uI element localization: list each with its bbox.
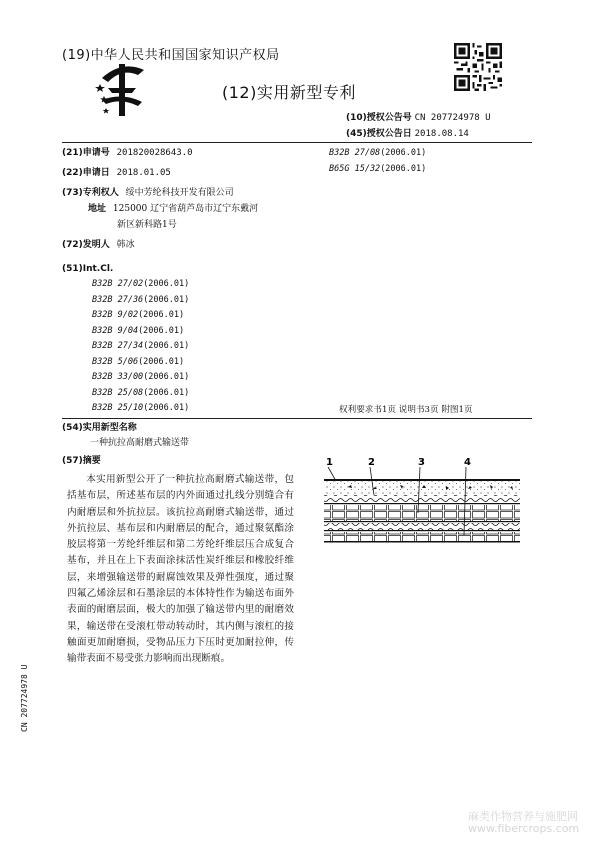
application-number-value: 201820028643.0 bbox=[116, 148, 193, 158]
figure-label-4: 4 bbox=[464, 457, 471, 468]
ipc-version: (2006.01) bbox=[143, 279, 190, 289]
ipc-right-row bbox=[329, 163, 426, 175]
application-date-value: 2018.01.05 bbox=[116, 168, 171, 178]
ipc-code: B32B 27/34 bbox=[92, 341, 144, 351]
ipc-row bbox=[92, 371, 189, 383]
publication-number bbox=[346, 112, 491, 124]
address-line-1: 125000 辽宁省葫芦岛市辽宁东戴河 bbox=[112, 204, 259, 214]
side-publication-code: CN 207724978 U bbox=[20, 664, 29, 732]
publication-date bbox=[346, 128, 469, 140]
figure-label-1: 1 bbox=[326, 457, 333, 468]
watermark-line-2: www.fibercrops.com bbox=[468, 822, 580, 835]
conveyor-belt-figure bbox=[318, 455, 528, 553]
patentee-label: (73)专利权人 bbox=[62, 188, 119, 198]
biblio-divider bbox=[62, 418, 532, 419]
ipc-row bbox=[92, 309, 184, 321]
ipc-version: (2006.01) bbox=[143, 403, 190, 413]
application-date-label: (22)申请日 bbox=[62, 168, 110, 178]
address-line-2: 新区新科路1号 bbox=[117, 220, 177, 230]
application-date bbox=[62, 167, 171, 179]
pages-info: 权利要求书1页 说明书3页 附图1页 bbox=[339, 405, 473, 415]
document-type-title: (12)实用新型专利 bbox=[222, 83, 356, 102]
abstract-text: 本实用新型公开了一种抗拉高耐磨式输送带，包括基布层，所述基布层的内外面通过扎线分别缝合有内耐磨层和外抗拉层。该抗拉高耐磨式输送带，通过外抗拉层、基布层和内耐磨层的配合，通过聚氨酯涂胶层将第一芳纶纤维层和第二芳纶纤维层压合成复合基布，并且在上下表面涂抹活性炭纤维层和橡胶纤维层，来增强输送带的耐腐蚀效果及弹性强度，通过聚四氟乙烯涂层和石墨涂层的本体特性作为输送布面外表面的耐磨层面，极大的加强了输送带内里的耐磨效果，输送带在受滚杠带动转动时，其内侧与滚杠的接触面更加耐磨损，受物品压力下压时更加耐拉伸，传输带表面不易受张力影响而出现断痕。 bbox=[67, 474, 294, 665]
watermark-line-1: 麻类作物营养与施肥网 bbox=[468, 810, 578, 823]
emblem-icon bbox=[92, 58, 152, 120]
ipc-right-version: (2006.01) bbox=[380, 148, 427, 158]
ipc-right-code: B65G 15/32 bbox=[329, 164, 381, 174]
ipc-code: B32B 25/10 bbox=[92, 403, 144, 413]
title-label: (54)实用新型名称 bbox=[62, 423, 137, 433]
ipc-label: (51)Int.Cl. bbox=[62, 264, 114, 274]
ipc-version: (2006.01) bbox=[143, 372, 190, 382]
patentee-value: 绥中芳纶科技开发有限公司 bbox=[125, 188, 234, 198]
ipc-version: (2006.01) bbox=[143, 387, 190, 398]
ipc-code: B32B 27/36 bbox=[92, 294, 144, 305]
ipc-code: B32B 5/06 bbox=[92, 356, 139, 367]
ipc-row bbox=[92, 294, 189, 306]
ipc-version: (2006.01) bbox=[143, 341, 190, 351]
ipc-code: B32B 9/02 bbox=[92, 310, 139, 320]
ipc-code: B32B 9/04 bbox=[92, 325, 139, 336]
ipc-version: (2006.01) bbox=[138, 325, 185, 336]
ipc-row bbox=[92, 278, 189, 290]
ipc-version: (2006.01) bbox=[143, 294, 190, 305]
header-divider bbox=[62, 142, 532, 143]
abstract-label: (57)摘要 bbox=[62, 456, 101, 466]
inventor-value: 韩冰 bbox=[116, 240, 135, 250]
ipc-right-row bbox=[329, 147, 426, 159]
publication-date-value: 2018.08.14 bbox=[414, 129, 469, 139]
qr-code-icon bbox=[454, 43, 502, 91]
inventor bbox=[62, 239, 135, 251]
ipc-version: (2006.01) bbox=[138, 310, 185, 320]
ipc-code: B32B 33/00 bbox=[92, 372, 144, 382]
utility-model-title: 一种抗拉高耐磨式输送带 bbox=[90, 438, 190, 448]
ipc-right-code: B32B 27/08 bbox=[329, 148, 381, 158]
ipc-row bbox=[92, 387, 189, 399]
application-number bbox=[62, 147, 193, 159]
authority-title: (19)中华人民共和国国家知识产权局 bbox=[62, 48, 280, 63]
publication-date-label: (45)授权公告日 bbox=[346, 129, 412, 139]
application-number-label: (21)申请号 bbox=[62, 148, 110, 158]
ipc-row bbox=[92, 325, 184, 337]
address-label: 地址 bbox=[88, 204, 107, 214]
ipc-code: B32B 27/02 bbox=[92, 279, 144, 289]
ipc-row bbox=[92, 340, 189, 352]
patentee bbox=[62, 187, 234, 199]
publication-number-value: CN 207724978 U bbox=[414, 113, 491, 123]
ipc-code: B32B 25/08 bbox=[92, 387, 144, 398]
figure-label-3: 3 bbox=[418, 457, 425, 468]
ipc-version: (2006.01) bbox=[138, 356, 185, 367]
ipc-row bbox=[92, 402, 189, 414]
ipc-right-version: (2006.01) bbox=[380, 164, 427, 174]
publication-number-label: (10)授权公告号 bbox=[346, 113, 412, 123]
address bbox=[88, 203, 258, 215]
inventor-label: (72)发明人 bbox=[62, 240, 110, 250]
figure-label-2: 2 bbox=[368, 457, 375, 468]
ipc-row bbox=[92, 356, 184, 368]
